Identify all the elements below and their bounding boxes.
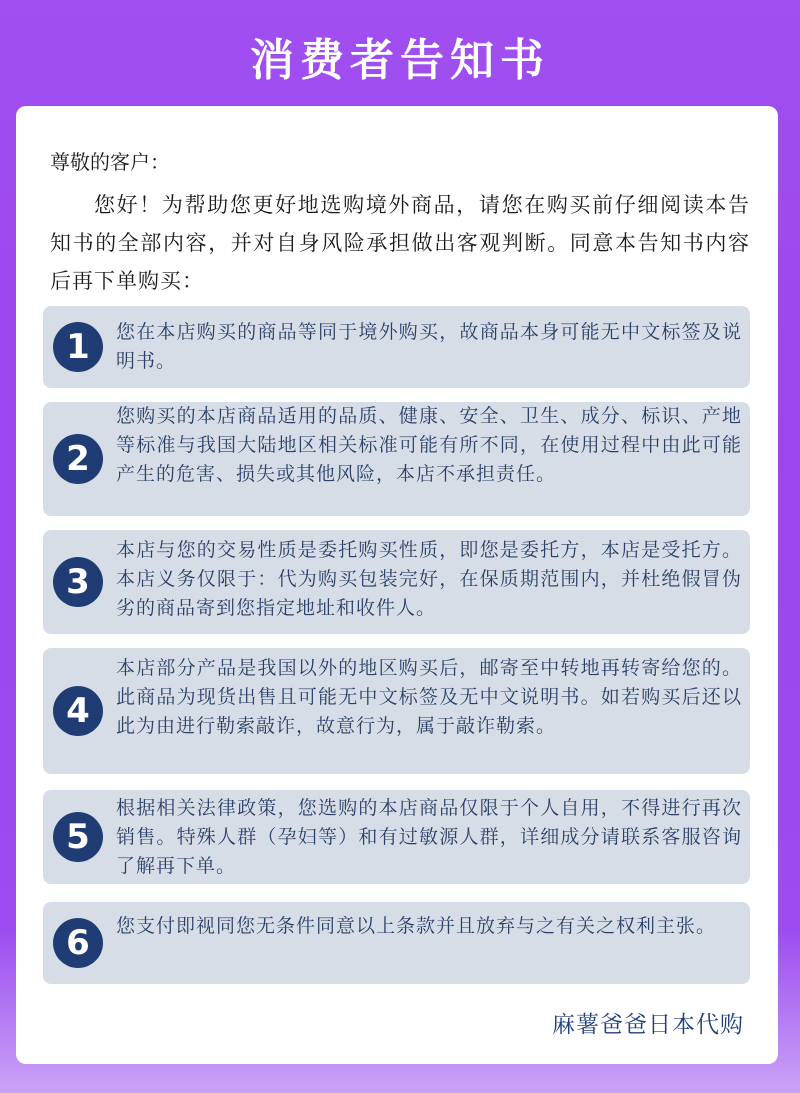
notice-item-5 [43,790,750,884]
notice-item-text: 本店部分产品是我国以外的地区购买后，邮寄至中转地再转寄给您的。此商品为现货出售且可能无中文标签及无中文说明书。如若购买后还以此为由进行勒索敲诈，故意行为，属于敲诈勒索。 [116,657,742,737]
salutation: 尊敬的客户： [50,150,170,174]
notice-item-2 [43,402,750,516]
intro-paragraph: 您好！为帮助您更好地选购境外商品，请您在购买前仔细阅读本告知书的全部内容，并对自身风险承担做出客观判断。同意本告知书内容后再下单购买： [50,193,750,293]
number-badge: 1 [53,322,103,372]
notice-item-3 [43,530,750,634]
page-title: 消费者告知书 [250,35,550,86]
number-badge: 3 [53,557,103,607]
notice-item-1 [43,306,750,388]
notice-item-text: 您在本店购买的商品等同于境外购买，故商品本身可能无中文标签及说明书。 [116,321,742,372]
notice-item-text: 您购买的本店商品适用的品质、健康、安全、卫生、成分、标识、产地等标准与我国大陆地区相关标准可能有所不同，在使用过程中由此可能产生的危害、损失或其他风险，本店不承担责任。 [116,405,742,485]
number-badge: 6 [53,918,103,968]
notice-item-4 [43,648,750,774]
signature: 麻薯爸爸日本代购 [552,1012,744,1038]
number-badge: 4 [53,686,103,736]
notice-item-text: 您支付即视同您无条件同意以上条款并且放弃与之有关之权利主张。 [116,915,717,937]
number-badge: 2 [53,434,103,484]
notice-card [16,106,778,1064]
notice-item-text: 本店与您的交易性质是委托购买性质，即您是委托方，本店是受托方。本店义务仅限于：代为购买包装完好，在保质期范围内，并杜绝假冒伪劣的商品寄到您指定地址和收件人。 [116,539,742,619]
notice-item-6 [43,902,750,984]
notice-item-text: 根据相关法律政策，您选购的本店商品仅限于个人自用，不得进行再次销售。特殊人群（孕妇等）和有过敏源人群，详细成分请联系客服咨询了解再下单。 [116,797,742,877]
number-badge: 5 [53,812,103,862]
